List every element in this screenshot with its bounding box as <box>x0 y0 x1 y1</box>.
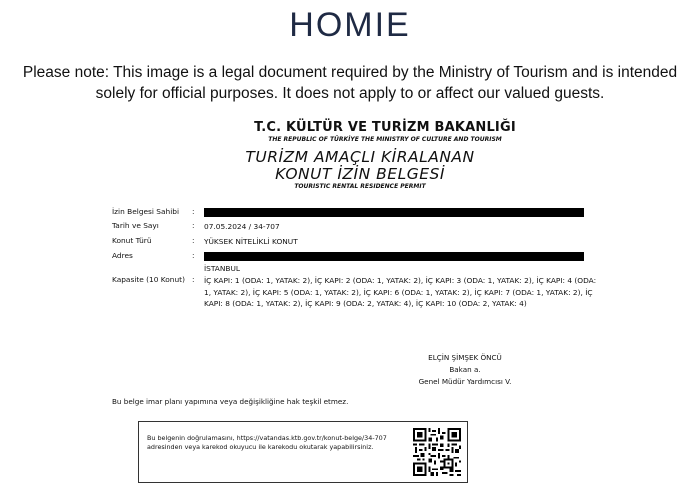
ministry-name-en: THE REPUBLIC OF TÜRKİYE THE MINISTRY OF CULTURE AND TOURISM <box>268 136 502 143</box>
field-row-type: Konut Türü : YÜKSEK NİTELİKLİ KONUT <box>112 236 592 251</box>
document-title-en: TOURISTIC RENTAL RESIDENCE PERMIT <box>294 183 426 190</box>
signer-name: ELÇİN ŞİMŞEK ÖNCÜ <box>428 353 502 362</box>
field-label: Adres <box>112 251 133 260</box>
document-title-line2: KONUT İZİN BELGESİ <box>275 165 445 183</box>
field-value-address <box>204 251 584 275</box>
document-title-line1: TURİZM AMAÇLI KİRALANAN <box>245 148 475 166</box>
footnote: Bu belge imar planı yapımına veya değişikliğine hak teşkil etmez. <box>112 397 349 406</box>
field-row-owner: İzin Belgesi Sahibi : <box>112 207 592 221</box>
document-header <box>150 120 570 190</box>
signer-title: Genel Müdür Yardımcısı V. <box>418 377 512 386</box>
document-title <box>150 149 570 183</box>
field-row-date: Tarih ve Sayı : 07.05.2024 / 34-707 <box>112 221 592 236</box>
field-value: 07.05.2024 / 34-707 <box>204 222 280 231</box>
field-row-capacity: Kapasite (10 Konut) : İÇ KAPI: 1 (ODA: 1, YATAK: 2), İÇ KAPI: 2 (ODA: 1, YATAK: 2), İÇ KAPI: 3 (ODA: 1, YATAK: 2), İÇ KAPI: 4 (ODA: 1, YATAK: 2), İÇ KAPI: 5 (ODA: 1, YATAK: 2), İÇ KAPI: 6 (ODA: 1, YATAK: 2), İÇ KAPI: 7 (ODA: 1, YATAK: 2), İÇ KAPI: 8 (ODA: 1, YATAK: 2), İÇ KAPI: 9 (ODA: 2, YATAK: 4), İÇ KAPI: 10 (ODA: 2, YATAK: 4) <box>112 275 592 321</box>
signer-role: Bakan a. <box>449 365 481 374</box>
redaction-bar <box>204 208 584 217</box>
redaction-bar <box>204 252 584 261</box>
field-value-redacted <box>204 207 584 217</box>
address-city: İSTANBUL <box>204 264 240 273</box>
qr-code-icon <box>413 428 461 476</box>
field-value: YÜKSEK NİTELİKLİ KONUT <box>204 237 298 246</box>
field-label: Kapasite (10 Konut) <box>112 275 185 284</box>
field-row-address: Adres : İSTANBUL <box>112 251 592 275</box>
verification-text: Bu belgenin doğrulamasını, https://vatandas.ktb.gov.tr/konut-belge/34-707 adresinden veya karekod okuyucu ile karekodu okutarak yapabilirsiniz. <box>147 434 387 451</box>
signature-block <box>400 352 530 388</box>
field-label: İzin Belgesi Sahibi <box>112 207 180 216</box>
field-label: Konut Türü <box>112 236 152 245</box>
field-label: Tarih ve Sayı <box>112 221 159 230</box>
ministry-name: T.C. KÜLTÜR VE TURİZM BAKANLIĞI <box>254 120 516 135</box>
legal-notice: Please note: This image is a legal document required by the Ministry of Tourism and is intended solely for official purposes. It does not apply to or affect our valued guests. <box>22 64 678 102</box>
permit-fields <box>112 207 597 321</box>
verification-box <box>138 421 468 483</box>
field-value-capacity: İÇ KAPI: 1 (ODA: 1, YATAK: 2), İÇ KAPI: 2 (ODA: 1, YATAK: 2), İÇ KAPI: 3 (ODA: 1, YATAK: 2), İÇ KAPI: 4 (ODA: 1, YATAK: 2), İÇ KAPI: 5 (ODA: 1, YATAK: 2), İÇ KAPI: 6 (ODA: 1, YATAK: 2), İÇ KAPI: 7 (ODA: 1, YATAK: 2), İÇ KAPI: 8 (ODA: 1, YATAK: 2), İÇ KAPI: 9 (ODA: 2, YATAK: 4), İÇ KAPI: 10 (ODA: 2, YATAK: 4) <box>204 276 597 308</box>
brand-logo: HOMIE <box>289 6 411 44</box>
